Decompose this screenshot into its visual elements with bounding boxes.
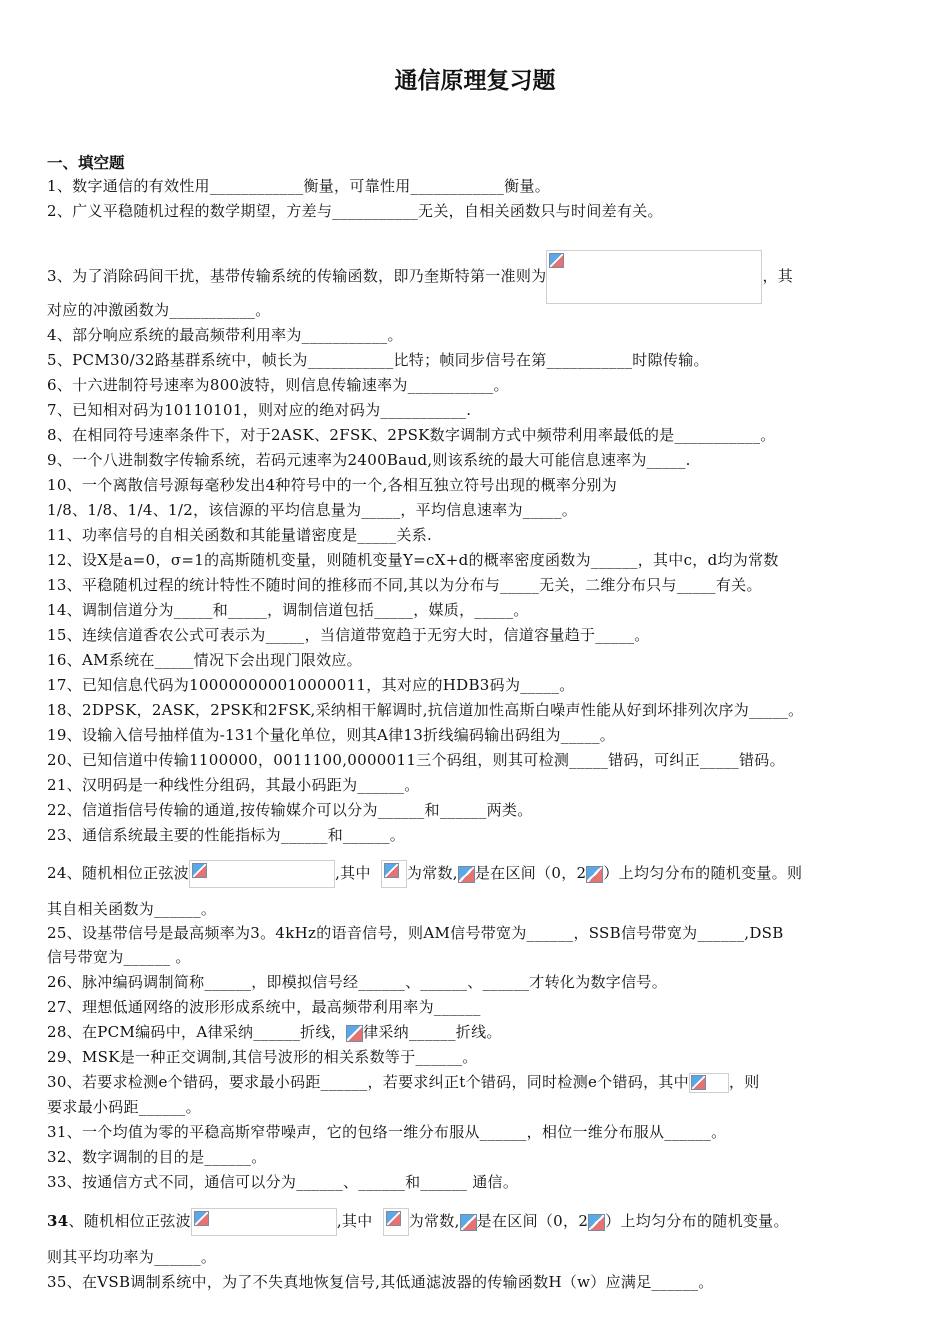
question-28-text: 28、在PCM编码中，A律采纳______折线， bbox=[47, 1023, 347, 1041]
broken-image-icon bbox=[691, 1075, 706, 1090]
question-25: 25、设基带信号是最高频率为3。4kHz的语音信号，则AM信号带宽为______，SSB信号带宽为______,DSB bbox=[47, 924, 784, 942]
question-11: 11、功率信号的自相关函数和其能量谱密度是_____关系. bbox=[47, 526, 433, 544]
formula-image bbox=[189, 860, 335, 888]
formula-image bbox=[191, 1208, 337, 1236]
question-21: 21、汉明码是一种线性分组码，其最小码距为______。 bbox=[47, 776, 420, 794]
question-30 bbox=[47, 1072, 907, 1093]
question-30-cont: 要求最小码距______。 bbox=[47, 1098, 201, 1116]
question-34-part: 为常数, bbox=[408, 1212, 460, 1230]
broken-image-icon bbox=[460, 1214, 477, 1231]
question-24-part: 是在区间（0，2 bbox=[474, 864, 587, 882]
question-16: 16、AM系统在_____情况下会出现门限效应。 bbox=[47, 651, 362, 669]
question-34-part: ）上均匀分布的随机变量。 bbox=[605, 1212, 789, 1230]
question-26: 26、脉冲编码调制简称______，即模拟信号经______、______、______才转化为数字信号。 bbox=[47, 973, 667, 991]
formula-image bbox=[381, 860, 407, 888]
question-24-part: ）上均匀分布的随机变量。则 bbox=[603, 864, 803, 882]
question-28-tail: 律采纳______折线。 bbox=[363, 1023, 502, 1041]
question-3-cont: 对应的冲激函数为___________。 bbox=[47, 301, 271, 319]
question-10-cont: 1/8、1/8、1/4、1/2，该信源的平均信息量为_____，平均信息速率为_____。 bbox=[47, 501, 578, 519]
question-28 bbox=[47, 1022, 907, 1042]
question-24-part: ,其中 bbox=[335, 864, 371, 882]
question-27: 27、理想低通网络的波形形成系统中，最高频带利用率为______ bbox=[47, 998, 481, 1016]
question-3-tail: ，其 bbox=[762, 267, 794, 285]
question-4: 4、部分响应系统的最高频带利用率为___________。 bbox=[47, 326, 403, 344]
question-10: 10、一个离散信号源每毫秒发出4种符号中的一个,各相互独立符号出现的概率分别为 bbox=[47, 476, 618, 494]
question-9: 9、一个八进制数字传输系统，若码元速率为2400Baud,则该系统的最大可能信息速率为_____. bbox=[47, 451, 691, 469]
question-13: 13、平稳随机过程的统计特性不随时间的推移而不同,其以为分布与_____无关，二维分布只与_____有关。 bbox=[47, 576, 762, 594]
question-34-part: ,其中 bbox=[336, 1212, 373, 1230]
question-3-text: 3、为了消除码间干扰，基带传输系统的传输函数，即乃奎斯特第一准则为 bbox=[47, 267, 547, 285]
question-8: 8、在相同符号速率条件下，对于2ASK、2FSK、2PSK数字调制方式中频带利用率最低的是___________。 bbox=[47, 426, 776, 444]
question-24-cont: 其自相关函数为______。 bbox=[47, 900, 217, 918]
question-22: 22、信道指信号传输的通道,按传输媒介可以分为______和______两类。 bbox=[47, 801, 533, 819]
question-20: 20、已知信道中传输1100000，0011100,0000011三个码组，则其可检测_____错码，可纠正_____错码。 bbox=[47, 751, 785, 769]
question-3 bbox=[47, 250, 907, 304]
question-34 bbox=[47, 1208, 907, 1236]
broken-image-icon bbox=[588, 1214, 605, 1231]
question-15: 15、连续信道香农公式可表示为_____，当信道带宽趋于无穷大时，信道容量趋于_____。 bbox=[47, 626, 650, 644]
question-14: 14、调制信道分为_____和_____，调制信道包括_____，媒质，_____。 bbox=[47, 601, 529, 619]
question-5: 5、PCM30/32路基群系统中，帧长为___________比特；帧同步信号在第___________时隙传输。 bbox=[47, 351, 709, 369]
question-23: 23、通信系统最主要的性能指标为______和______。 bbox=[47, 826, 406, 844]
question-29: 29、MSK是一种正交调制,其信号波形的相关系数等于______。 bbox=[47, 1048, 478, 1066]
question-6: 6、十六进制符号速率为800波特，则信息传输速率为___________。 bbox=[47, 376, 509, 394]
question-33: 33、按通信方式不同，通信可以分为______、______和______ 通信。 bbox=[47, 1173, 519, 1191]
question-34-text: 、随机相位正弦波 bbox=[68, 1212, 191, 1230]
question-24 bbox=[47, 860, 907, 888]
question-34-cont: 则其平均功率为______。 bbox=[47, 1248, 217, 1266]
question-25-cont: 信号带宽为______ 。 bbox=[47, 948, 191, 966]
question-18: 18、2DPSK，2ASK，2PSK和2FSK,采纳相干解调时,抗信道加性高斯白噪声性能从好到坏排列次序为_____。 bbox=[47, 701, 804, 719]
question-19: 19、设输入信号抽样值为-131个量化单位，则其A律13折线编码输出码组为_____。 bbox=[47, 726, 616, 744]
question-1: 1、数字通信的有效性用____________衡量，可靠性用____________衡量。 bbox=[47, 177, 551, 195]
question-24-text: 24、随机相位正弦波 bbox=[47, 864, 190, 882]
question-30-tail: ，则 bbox=[728, 1073, 760, 1091]
question-34-number: 34 bbox=[47, 1212, 69, 1230]
broken-image-icon bbox=[586, 866, 603, 883]
question-2: 2、广义平稳随机过程的数学期望，方差与___________无关，自相关函数只与时间差有关。 bbox=[47, 202, 663, 220]
formula-image bbox=[689, 1073, 729, 1093]
section-heading: 一、填空题 bbox=[47, 153, 125, 172]
question-35: 35、在VSB调制系统中，为了不失真地恢复信号,其低通滤波器的传输函数H（w）应满足______。 bbox=[47, 1273, 714, 1291]
question-24-part: 为常数, bbox=[406, 864, 458, 882]
broken-image-icon bbox=[458, 866, 475, 883]
question-32: 32、数字调制的目的是______。 bbox=[47, 1148, 267, 1166]
question-12: 12、设X是a=0，σ=1的高斯随机变量，则随机变量Y=cX+d的概率密度函数为______，其中c，d均为常数 bbox=[47, 551, 779, 569]
broken-image-icon bbox=[194, 1211, 209, 1226]
broken-image-icon bbox=[346, 1025, 363, 1042]
broken-image-icon bbox=[192, 863, 207, 878]
question-30-text: 30、若要求检测e个错码，要求最小码距______，若要求纠正t个错码，同时检测e个错码，其中 bbox=[47, 1073, 689, 1091]
question-7: 7、已知相对码为10110101，则对应的绝对码为___________. bbox=[47, 401, 472, 419]
question-31: 31、一个均值为零的平稳高斯窄带噪声，它的包络一维分布服从______，相位一维分布服从______。 bbox=[47, 1123, 727, 1141]
broken-image-icon bbox=[384, 863, 399, 878]
question-17: 17、已知信息代码为100000000010000011，其对应的HDB3码为_____。 bbox=[47, 676, 575, 694]
formula-image bbox=[383, 1208, 409, 1236]
broken-image-icon bbox=[549, 253, 564, 268]
question-34-part: 是在区间（0，2 bbox=[476, 1212, 589, 1230]
broken-image-icon bbox=[386, 1211, 401, 1226]
page-title: 通信原理复习题 bbox=[394, 68, 556, 94]
formula-image bbox=[546, 250, 762, 304]
